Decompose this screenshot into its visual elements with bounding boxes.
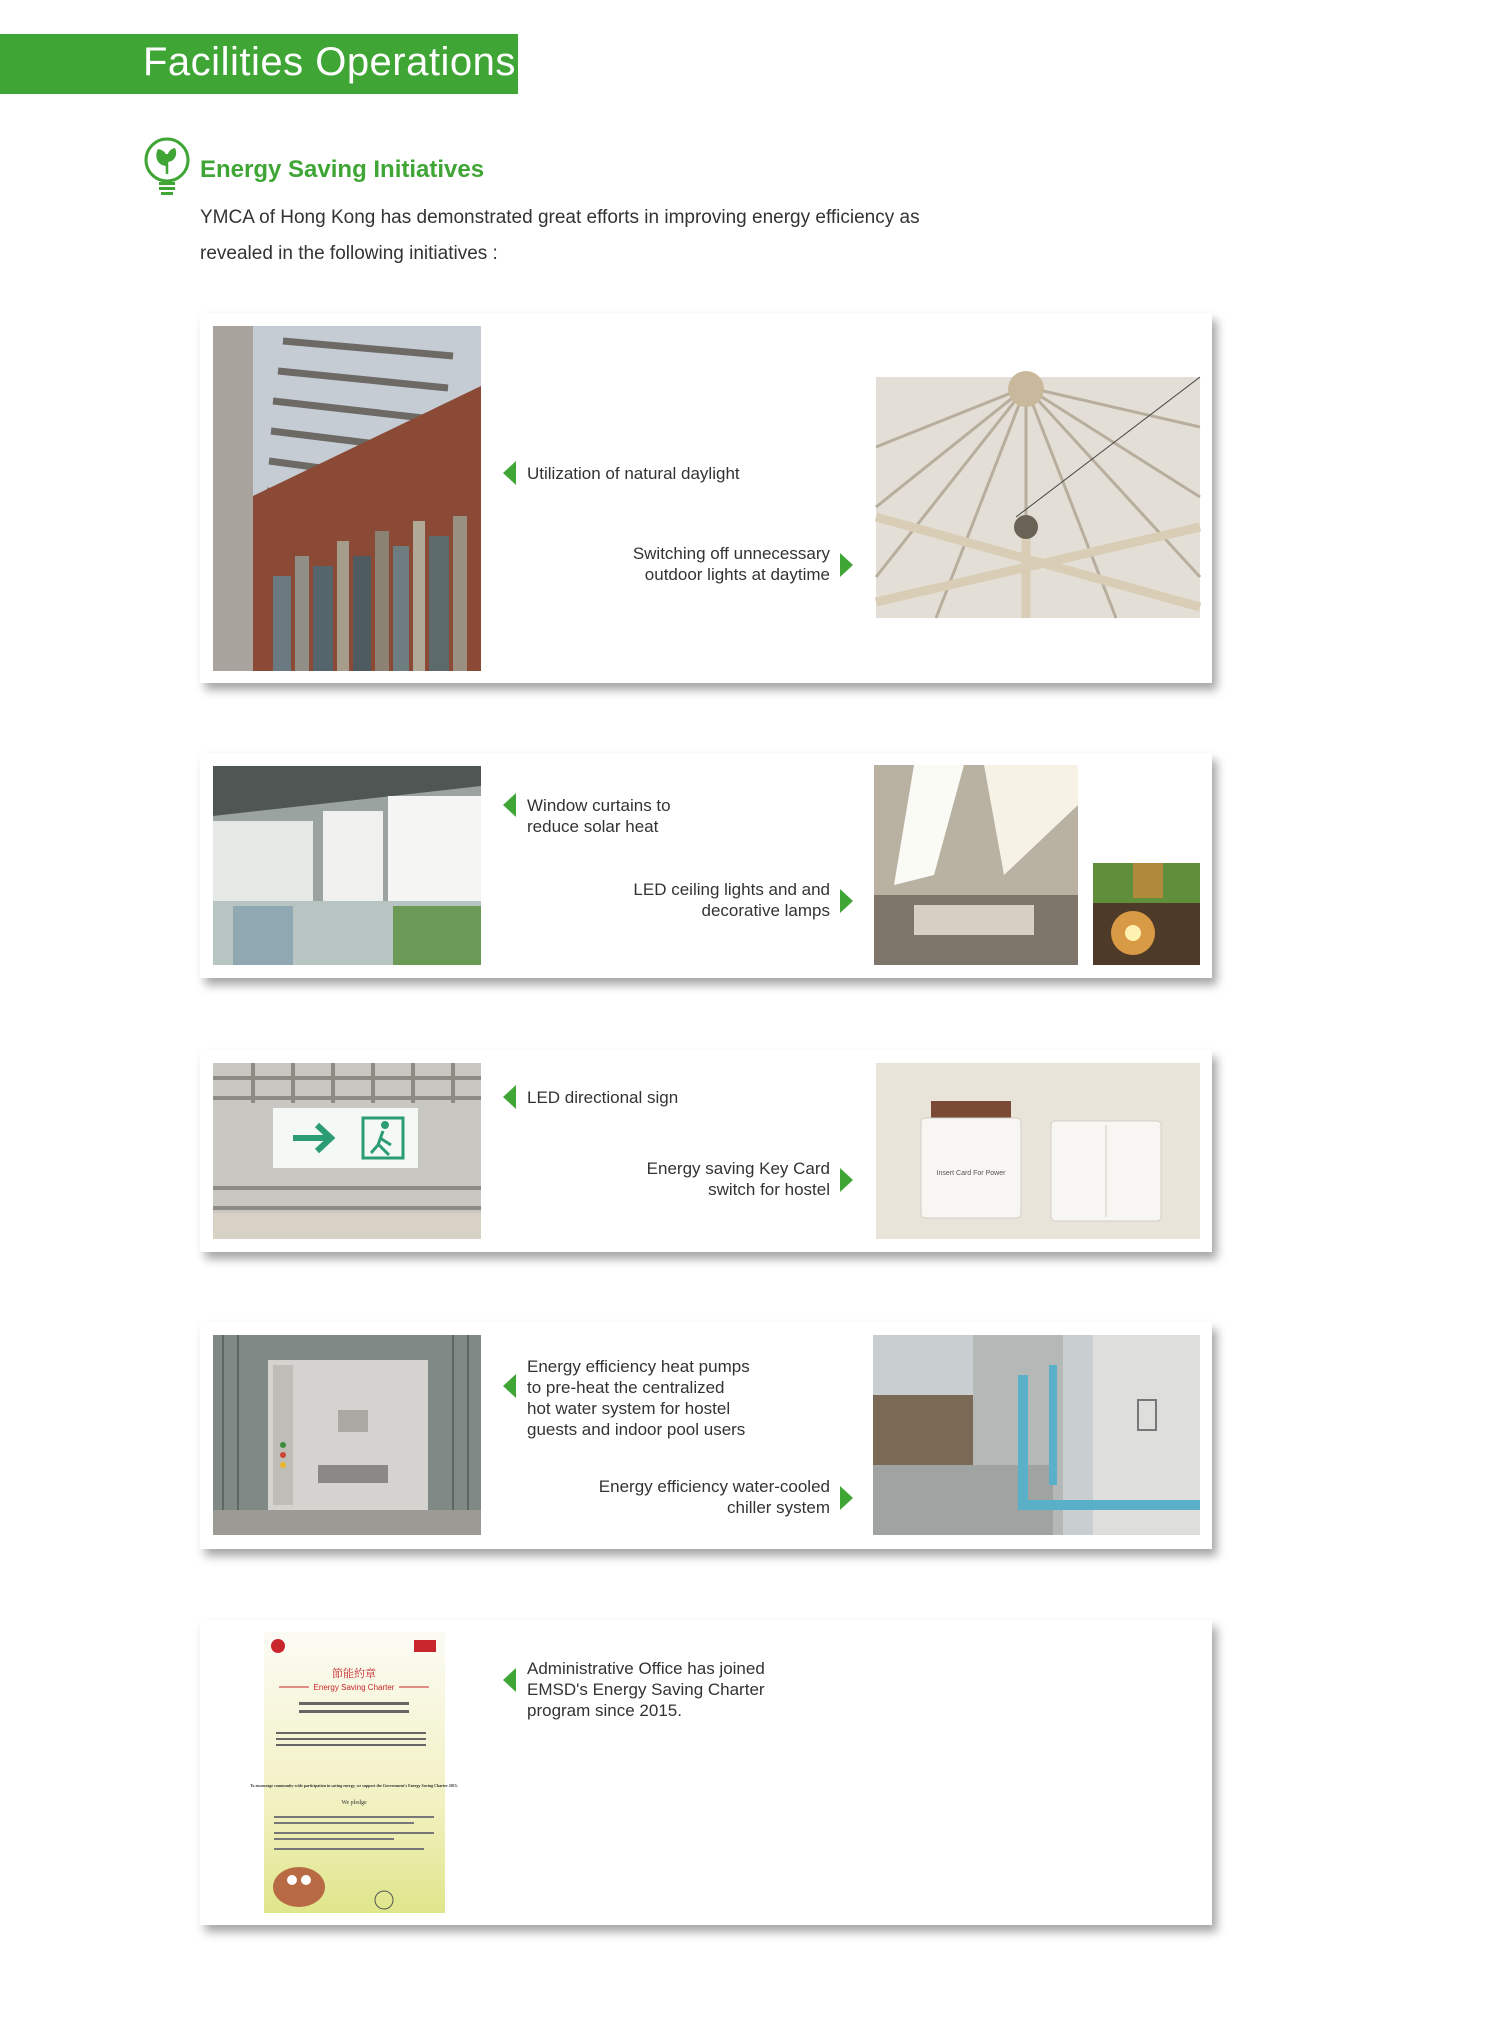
charter-pledge: We pledge [341, 1800, 367, 1806]
decorative-lamp-photo [1093, 863, 1200, 965]
arrow-right-icon [840, 553, 853, 577]
page-title: Facilities Operations [143, 40, 516, 84]
caption-line: guests and indoor pool users [527, 1420, 746, 1439]
caption-line: to pre-heat the centralized [527, 1378, 725, 1397]
caption-line: EMSD's Energy Saving Charter [527, 1680, 765, 1699]
caption-led-sign [527, 1087, 678, 1108]
section-title: Energy Saving Initiatives [200, 156, 485, 183]
arrow-right-icon [840, 1486, 853, 1510]
arrow-left-icon [503, 793, 516, 817]
caption-line: Energy efficiency heat pumps [527, 1357, 750, 1376]
caption-line: outdoor lights at daytime [644, 565, 830, 584]
caption-line: program since 2015. [527, 1701, 682, 1720]
arrow-left-icon [503, 1668, 516, 1692]
caption-line: LED directional sign [527, 1088, 679, 1107]
caption-line: LED ceiling lights and and [633, 880, 830, 899]
charter-title-en: Energy Saving Charter [313, 1683, 395, 1692]
chiller-system-photo [873, 1335, 1200, 1535]
arrow-left-icon [503, 1085, 516, 1109]
caption-line: Utilization of natural daylight [527, 464, 740, 483]
caption-chiller [530, 1476, 830, 1518]
charter-motto: To encourage community-wide participation in saving energy, we support the Government's Energy Saving Charter 2015. [250, 1783, 458, 1788]
caption-line: Window curtains to [527, 796, 671, 815]
caption-line: switch for hostel [708, 1180, 830, 1199]
caption-outdoor-lights [530, 543, 830, 585]
caption-line: Energy saving Key Card [646, 1159, 830, 1178]
arrow-left-icon [503, 1374, 516, 1398]
caption-charter [527, 1658, 765, 1721]
window-curtains-photo [213, 766, 481, 965]
charter-title-cn: 節能約章 [332, 1667, 376, 1680]
caption-line: Energy efficiency water-cooled [598, 1477, 830, 1496]
intro-line-1: YMCA of Hong Kong has demonstrated great efforts in improving energy efficiency as [200, 207, 920, 228]
caption-line: Administrative Office has joined [527, 1659, 765, 1678]
caption-line: Switching off unnecessary [632, 544, 830, 563]
caption-led-lights [530, 879, 830, 921]
arrow-left-icon [503, 461, 516, 485]
caption-line: reduce solar heat [527, 817, 659, 836]
initiative-panel-daylight [200, 313, 1212, 683]
atrium-skylight-photo [213, 326, 481, 671]
caption-key-card [530, 1158, 830, 1200]
header-banner [0, 34, 518, 94]
initiative-panel-curtains [200, 753, 1212, 978]
caption-heat-pumps [527, 1356, 750, 1440]
intro-line-2: revealed in the following initiatives : [200, 243, 498, 264]
led-ceiling-photo [874, 765, 1078, 965]
initiative-panel-charter [200, 1620, 1212, 1925]
key-card-slot-label: Insert Card For Power [936, 1170, 1006, 1177]
arrow-right-icon [840, 1168, 853, 1192]
caption-line: decorative lamps [701, 901, 830, 920]
canopy-lights-photo [876, 377, 1200, 618]
caption-daylight [527, 463, 740, 484]
lightbulb-leaf-icon [141, 136, 193, 200]
caption-line: hot water system for hostel [527, 1399, 731, 1418]
intro-text [200, 200, 1020, 272]
heat-pump-photo [213, 1335, 481, 1535]
arrow-right-icon [840, 889, 853, 913]
caption-curtains [527, 795, 671, 837]
key-card-switch-photo [876, 1063, 1200, 1239]
initiative-panel-signage [200, 1050, 1212, 1252]
exit-sign-photo [213, 1063, 481, 1239]
caption-line: chiller system [727, 1498, 830, 1517]
energy-charter-certificate [250, 1632, 458, 1913]
initiative-panel-heat-pumps [200, 1322, 1212, 1549]
